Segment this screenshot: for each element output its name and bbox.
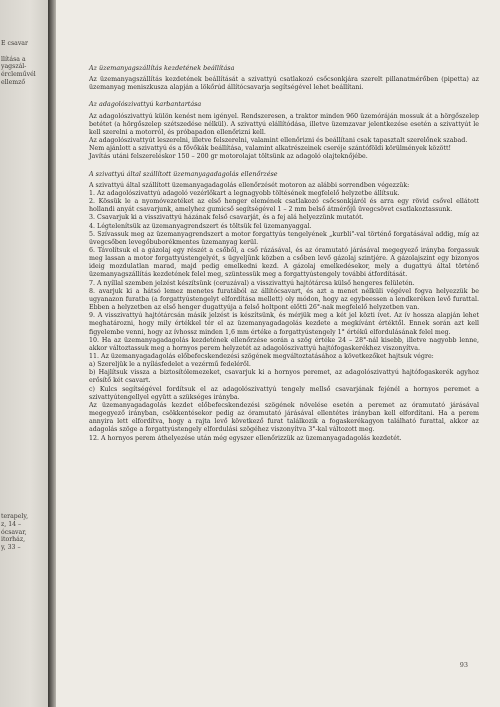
strip-line: ércleművél [1,71,36,79]
strip-line: terapely, [1,513,29,520]
paragraph: Az üzemanyagadagolás kezdet előbefecskendezési szögének növelése esetén a peremet az óramutató járásával megegyező irányban, csökkentésekor pedig az óramutató járásával ellentétes irányban kell elfordítani. Ha a perem annyira lett elfordítva, hogy a rajta levő következő furat találkozik a fogaskerékagyon található furattal, akkor az adagolás szöge a forgattyústengely elfordulási szögéhez viszonyítva 3°-kal változott meg. [89,401,479,434]
list-item: 9. A visszivattyú hajtótárcsán másik jelzést is készítsünk, és mérjük meg a két jel közti ívet. Az ív hossza alapján lehet meghatározni, hogy mily értékkel tér el az üzemanyagadagolás kezdete a megkívánt értéktől. Ennek során azt kell figyelembe venni, hogy az ívhossz minden 1,6 mm értéke a forgattyústengely 1° értékű elfordulásának felel meg. [89,312,479,336]
book-page [56,0,500,707]
page-number: 93 [459,661,468,669]
previous-page-text-bottom [1,513,47,552]
section-heading: Az üzemanyagszállítás kezdetének beállítása [89,64,235,72]
page-content [89,64,479,443]
section-heading: A szivattyú által szállított üzemanyagadagolás ellenőrzése [89,169,278,178]
strip-line: y, 33 – [1,544,21,552]
list-item: 5. Szívassuk meg az üzemanyagrendszert a motor forgattyús tengelyének „kurbli"-val történő forgatásával addig, míg az üvegcsőben levegőbuborékmentes üzemanyag kerül. [89,230,479,246]
paragraph: A szivattyú által szállított üzemanyagadagolás ellenőrzését motoron az alábbi sorrendben végezzük: [89,181,410,189]
list-item: 1. Az adagolószivattyú adagoló vezérlőkart a legnagyobb töltésének megfelelő helyzetbe állítsuk. [89,189,400,197]
paragraph: Javítás utáni felszereléskor 150 – 200 gr motorolajat töltsünk az adagoló olajteknőjébe. [89,153,368,161]
paragraph: Az adagolószivattyú külön kenést nem igényel. Rendszeresen, a traktor minden 960 üzemóráján mossuk át a hörgőszelep betétet (a hörgőszelep szétszedése nélkül). A szivattyú elállítódása, illetve üzemzavar jelentkezése esetén a szivattyút le kell szerelni a motorról, és próbapadon ellenőrizni kell. [89,112,479,136]
section-heading: Az adagolószivattyú karbantartása [89,100,202,109]
list-item: c) Kulcs segítségével fordítsuk el az adagolószivattyú tengely mellső csavarjának fejénél a hornyos peremet a szivattyútengellyel együtt a szükséges irányba. [89,385,479,401]
strip-line: z, 14 – [1,520,22,528]
list-item: a) Szereljük le a nyílásfedelet a vezérmű fedeléről. [89,361,251,369]
strip-line: ócsavar, [1,528,27,536]
paragraph: Nem ajánlott a szivattyú és a fővőkák beállítása, valamint alkatrészeinek cseréje szántóföldi körülmények között! [89,145,452,153]
book-gutter-shadow [48,0,56,707]
paragraph: Az üzemanyagszállítás kezdetének beállítását a szivattyú csatlakozó csőcsonkjára szerelt pillanatmérőben (pipetta) az üzemanyag meniszkusza alapján a lökőrúd állítócsavarja segítségével lehet beállítani. [89,76,479,92]
list-item: 4. Légtelenítsük az üzemanyagrendszert és töltsük fel üzemanyaggal. [89,222,312,230]
list-item: 10. Ha az üzemanyagadagolás kezdetének ellenőrzése során a szög értéke 24 – 28°-nál kisebb, illetve nagyobb lenne, akkor változtassuk meg a hornyos perem helyzetét az adagolószivattyú hajtófogaskerékhez viszonyítva. [89,336,479,352]
strip-line: E csavar [1,40,28,47]
previous-page-strip [0,0,50,707]
list-item: 6. Távolítsuk el a gázolaj egy részét a csőből, a cső rázásával, és az óramutató járásával megegyező irányba forgassuk meg lassan a motor forgattyústengelyét, s ügyeljünk közben a csőben levő gázolaj szintjére. A gázolajszint egy bizonyos ideig mozdulatlan marad, majd pedig emelkedni kezd. A gázolaj emelkedésekor, mely a dugattyú által történő üzemanyagszállítás kezdetének felel meg, szüntessük meg a forgattyústengely további átfordítását. [89,246,479,279]
previous-page-text-top [1,40,47,87]
list-item: b) Hajlítsuk vissza a biztosítólemezeket, csavarjuk ki a hornyos peremet, az adagolószivattyú hajtófogaskerék agyhoz erősítő két csavart. [89,369,479,385]
list-item: 8. avarjuk ki a hátsó lemez menetes furatából az állítócsavart, és azt a menet nélküli végével fogva helyezzük be ugyanazon furatba (a forgattyústengelyt elfordítása mellett) oly módon, hogy az egybeessen a lendkeréken levő furattal. Ebben a helyzetben az első henger dugattyúja a felső holtpont előtti 26°-nak megfelelő helyzetben van. [89,287,479,312]
list-item: 3. Csavarjuk ki a visszivattyú házának felső csavarját, és a fej alá helyezzünk mutatót. [89,214,364,222]
paragraph: Az adagolószivattyút leszerelni, illetve felszerelni, valamint ellenőrizni és beállítani csak tapasztalt szerelőnek szabad. [89,137,468,145]
strip-line: yagszál- [1,63,27,71]
list-item: 7. A nyíllal szemben jelzést készítsünk (ceruzával) a visszivattyú hajtótárcsa külső hengeres felületén. [89,279,415,287]
list-item: 2. Kössük le a nyomóvezetéket az első henger elemének csatlakozó csőcsonkjáról és arra egy rövid csővel ellátott hollandi anyát csavarjunk, amelyhez gumicső segítségével 1 – 2 mm belső átmérőjű üvegcsövet csatlakoztassunk. [89,198,479,214]
strip-line: itorház, [1,536,26,544]
strip-line: llítása a [1,55,26,63]
list-item: 11. Az üzemanyagadagolás előbefecskendezési szögének megváltoztatásához a következőket hajtsuk végre: [89,353,434,360]
strip-line [1,48,47,56]
strip-line: ellemző [1,78,26,86]
list-item: 12. A hornyos perem áthelyezése után még egyszer ellenőrizzük az üzemanyagadagolás kezdetét. [89,434,402,442]
